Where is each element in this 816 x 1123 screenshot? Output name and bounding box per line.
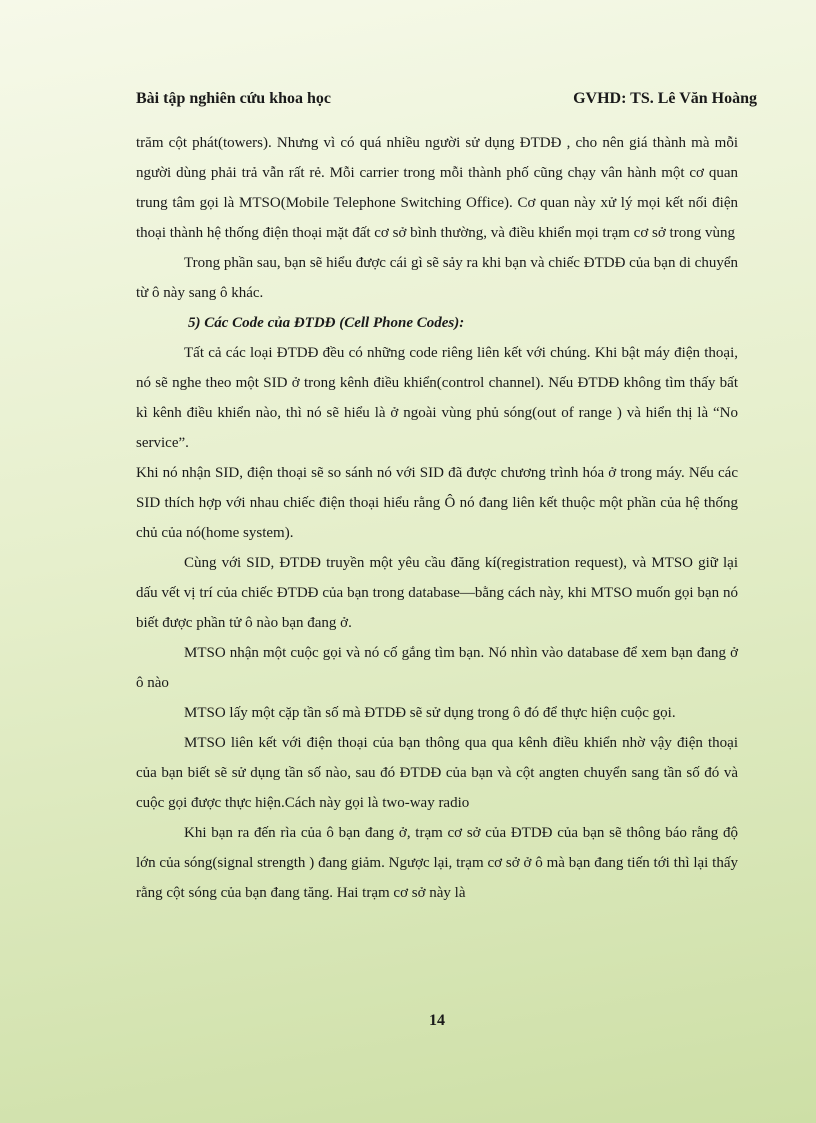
header-advisor: GVHD: TS. Lê Văn Hoàng bbox=[573, 90, 757, 107]
paragraph: Trong phần sau, bạn sẽ hiểu được cái gì sẽ sảy ra khi bạn và chiếc ĐTDĐ của bạn di chuyển từ ô này sang ô khác. bbox=[136, 255, 738, 301]
paragraph: Khi nó nhận SID, điện thoại sẽ so sánh nó với SID đã được chương trình hóa ở trong máy. Nếu các SID thích hợp với nhau chiếc điện thoại hiểu rằng Ô nó đang liên kết thuộc một phần của hệ thống chủ của nó(home system). bbox=[136, 465, 738, 541]
paragraph: Tất cả các loại ĐTDĐ đều có những code riêng liên kết với chúng. Khi bật máy điện thoại, nó sẽ nghe theo một SID ở trong kênh điều khiển(control channel). Nếu ĐTDĐ không tìm thấy bất kì kênh điều khiển nào, thì nó sẽ hiểu là ở ngoài vùng phủ sóng(out of range ) và hiển thị là “No service”. bbox=[136, 345, 738, 451]
header-title: Bài tập nghiên cứu khoa học bbox=[136, 90, 331, 107]
page-number: 14 bbox=[429, 1012, 445, 1029]
paragraph: Khi bạn ra đến rìa của ô bạn đang ở, trạm cơ sở của ĐTDĐ của bạn sẽ thông báo rằng độ lớn của sóng(signal strength ) đang giảm. Ngược lại, trạm cơ sở ở ô mà bạn đang tiến tới thì lại thấy rằng cột sóng của bạn đang tăng. Hai trạm cơ sở này là bbox=[136, 825, 738, 901]
paragraph: Cùng với SID, ĐTDĐ truyền một yêu cầu đăng kí(registration request), và MTSO giữ lại dấu vết vị trí của chiếc ĐTDĐ của bạn trong database—bằng cách này, khi MTSO muốn gọi bạn nó biết được phần tử ô nào bạn đang ở. bbox=[136, 555, 738, 631]
paragraph: MTSO liên kết với điện thoại của bạn thông qua qua kênh điều khiển nhờ vậy điện thoại của bạn biết sẽ sử dụng tần số nào, sau đó ĐTDĐ của bạn và cột angten chuyển sang tần số đó và cuộc gọi được thực hiện.Cách này gọi là two-way radio bbox=[136, 735, 738, 811]
section-heading: 5) Các Code của ĐTDĐ (Cell Phone Codes): bbox=[188, 315, 465, 331]
paragraph: MTSO lấy một cặp tần số mà ĐTDĐ sẽ sử dụng trong ô đó để thực hiện cuộc gọi. bbox=[184, 705, 676, 721]
paragraph: trăm cột phát(towers). Nhưng vì có quá nhiều người sử dụng ĐTDĐ , cho nên giá thành mà mỗi người dùng phải trả vẫn rất rẻ. Mỗi carrier trong mỗi thành phố cũng chạy vân hành một cơ quan trung tâm gọi là MTSO(Mobile Telephone Switching Office). Cơ quan này xử lý mọi kết nối điện thoại thành hệ thống điện thoại mặt đất cơ sở bình thường, và điều khiển mọi trạm cơ sở trong vùng bbox=[136, 135, 738, 241]
paragraph: MTSO nhận một cuộc gọi và nó cố gắng tìm bạn. Nó nhìn vào database để xem bạn đang ở ô nào bbox=[136, 645, 738, 691]
document-body bbox=[136, 128, 738, 908]
page-header bbox=[136, 88, 757, 110]
